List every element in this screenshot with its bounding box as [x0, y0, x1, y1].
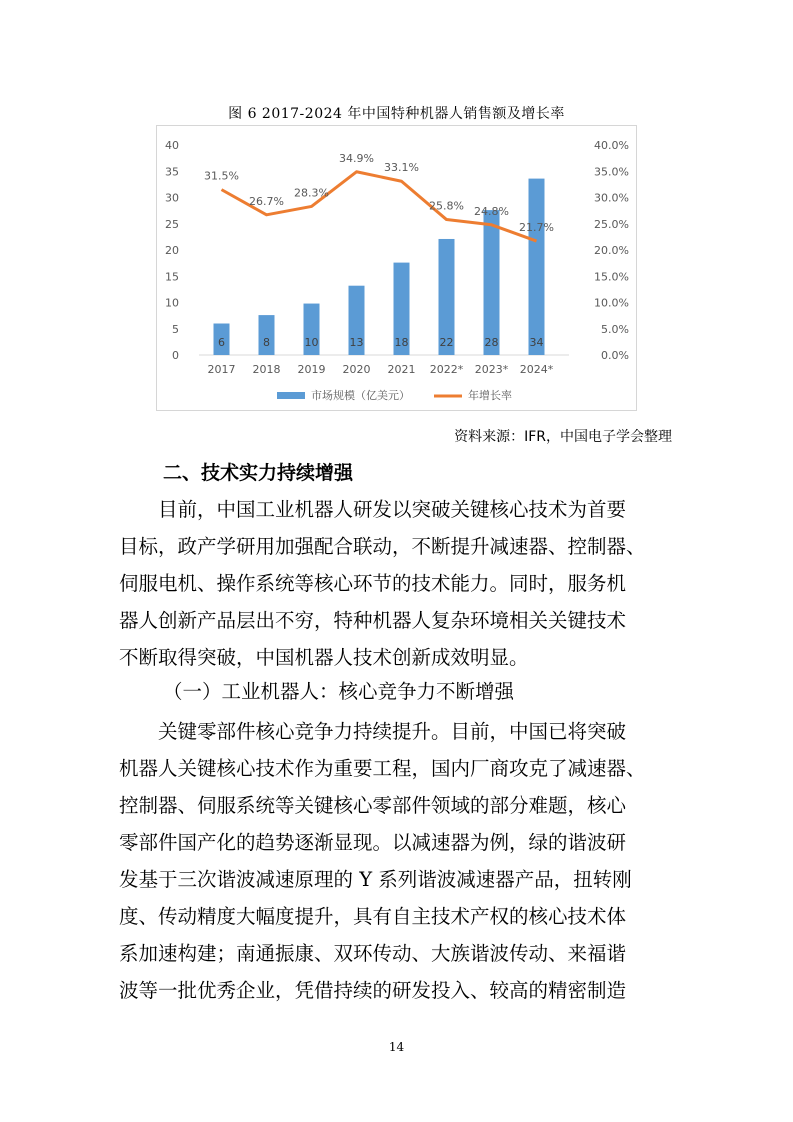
paragraph-2-line: 零部件国产化的趋势逐渐显现。以减速器为例，绿的谐波研	[119, 831, 627, 854]
paragraph-2-line: 控制器、伺服系统等关键核心零部件领域的部分难题，核心	[119, 794, 627, 817]
paragraph-2-line: 系加速构建；南通振康、双环传动、大族谐波传动、来福谐	[119, 942, 627, 965]
y2-tick-label: 25.0%	[594, 217, 629, 231]
x-tick-label: 2022*	[429, 363, 464, 376]
paragraph-2-line: 关键零部件核心竞争力持续提升。目前，中国已将突破	[119, 720, 627, 743]
paragraph-1-line: 不断取得突破，中国机器人技术创新成效明显。	[119, 646, 529, 669]
paragraph-2-line: 波等一批优秀企业，凭借持续的研发投入、较高的精密制造	[119, 979, 627, 1002]
y-tick-label: 40	[165, 139, 179, 152]
line-value-label: 28.3%	[294, 186, 329, 200]
y-tick-label: 0	[172, 349, 179, 362]
paragraph-1	[119, 491, 679, 676]
paragraph-1-line: 目标，政产学研用加强配合联动，不断提升减速器、控制器、	[119, 535, 646, 558]
chart-container	[156, 125, 637, 411]
section-heading: 二、技术实力持续增强	[163, 462, 354, 484]
y2-tick-label: 35.0%	[594, 165, 629, 179]
x-tick-label: 2019	[297, 363, 326, 376]
bar-value-label: 10	[304, 336, 319, 349]
y-tick-label: 30	[165, 191, 179, 205]
line-value-label: 26.7%	[249, 194, 284, 208]
line-value-label: 21.7%	[519, 221, 554, 235]
y-tick-label: 5	[172, 322, 179, 336]
paragraph-1-line: 器人创新产品层出不穷，特种机器人复杂环境相关关键技术	[119, 609, 627, 632]
page-number: 14	[388, 1040, 405, 1054]
bar-value-label: 34	[529, 336, 544, 349]
bar	[484, 210, 500, 355]
bar-value-label: 28	[484, 336, 499, 349]
line-value-label: 24.8%	[474, 204, 509, 218]
x-tick-label: 2023*	[474, 363, 509, 376]
line-value-label: 33.1%	[384, 161, 419, 175]
x-tick-label: 2018	[252, 363, 281, 376]
y2-tick-label: 30.0%	[594, 191, 629, 205]
y-tick-label: 20	[165, 244, 179, 257]
line-value-label: 34.9%	[339, 151, 374, 165]
paragraph-1-line: 伺服电机、操作系统等核心环节的技术能力。同时，服务机	[119, 572, 627, 595]
subsection-heading: （一）工业机器人：核心竞争力不断增强	[163, 680, 515, 703]
line-value-label: 31.5%	[204, 169, 239, 183]
paragraph-1-line: 目前，中国工业机器人研发以突破关键核心技术为首要	[119, 498, 627, 521]
legend-bar-label: 市场规模（亿美元）	[311, 389, 410, 402]
line-value-label: 25.8%	[429, 199, 464, 213]
paragraph-2	[119, 713, 679, 1009]
y-tick-label: 35	[165, 165, 179, 179]
source-note: 资料来源：IFR，中国电子学会整理	[454, 429, 672, 445]
paragraph-2-line: 机器人关键核心技术作为重要工程，国内厂商攻克了减速器、	[119, 757, 646, 780]
legend-bar-swatch	[277, 392, 305, 399]
sales-growth-chart	[157, 126, 638, 412]
paragraph-2-line: 发基于三次谐波减速原理的 Y 系列谐波减速器产品，扭转刚	[119, 868, 632, 891]
y-tick-label: 15	[165, 270, 179, 284]
legend-line-label: 年增长率	[468, 389, 512, 402]
x-tick-label: 2020	[342, 363, 371, 376]
x-tick-label: 2021	[387, 363, 416, 376]
bar-value-label: 13	[349, 336, 364, 349]
y2-tick-label: 5.0%	[601, 322, 629, 336]
y2-tick-label: 0.0%	[601, 349, 629, 362]
y2-tick-label: 40.0%	[594, 139, 629, 152]
bar-value-label: 6	[218, 336, 225, 349]
y2-tick-label: 10.0%	[594, 296, 629, 310]
x-tick-label: 2017	[207, 363, 236, 376]
bar-value-label: 22	[439, 336, 454, 349]
bar-value-label: 8	[263, 336, 270, 349]
y-tick-label: 10	[165, 296, 179, 310]
paragraph-2-line: 度、传动精度大幅度提升，具有自主技术产权的核心技术体	[119, 905, 627, 928]
bar	[529, 179, 545, 355]
bar-value-label: 18	[394, 336, 409, 349]
y2-tick-label: 20.0%	[594, 244, 629, 257]
y2-tick-label: 15.0%	[594, 270, 629, 284]
x-tick-label: 2024*	[519, 363, 554, 376]
figure-caption: 图 6 2017-2024 年中国特种机器人销售额及增长率	[228, 106, 565, 122]
y-tick-label: 25	[165, 217, 179, 231]
